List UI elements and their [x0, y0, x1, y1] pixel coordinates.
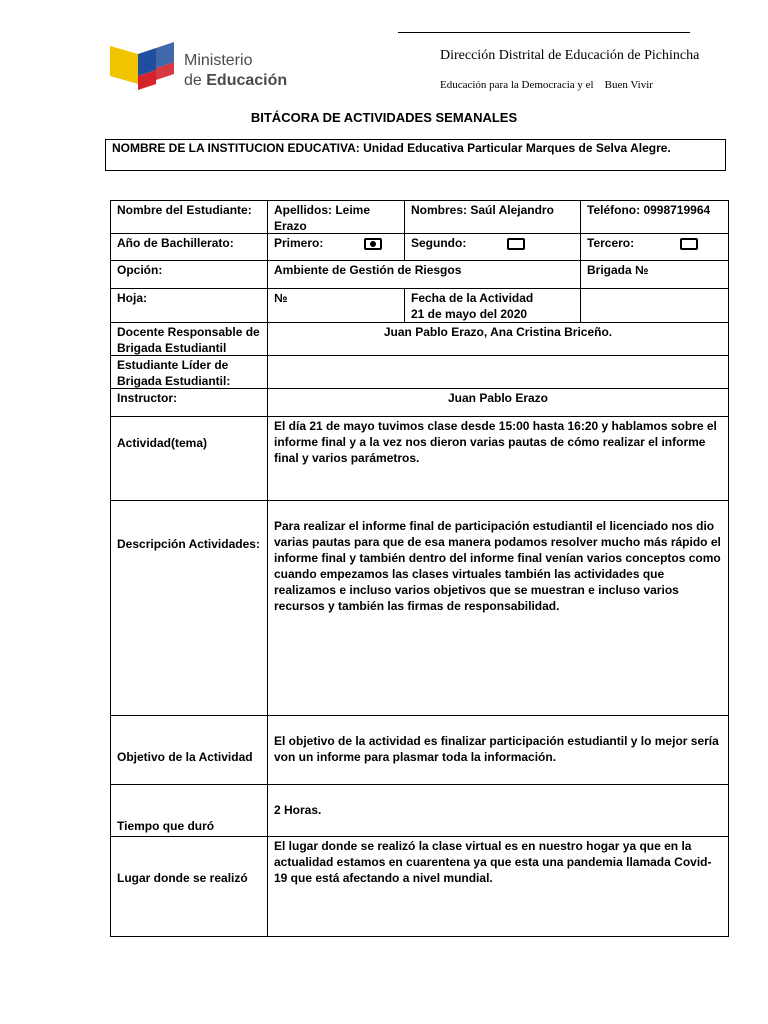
brigada-cell: Brigada № — [580, 260, 729, 289]
segundo-checkbox[interactable] — [507, 238, 525, 250]
actividad-value: El día 21 de mayo tuvimos clase desde 15:00 hasta 16:20 y hablamos sobre el informe final y a la vez nos dieron varias pautas de cómo realizar el informe final y varios parámetros. — [267, 416, 729, 501]
direccion-title: Dirección Distrital de Educación de Pichincha — [440, 48, 700, 63]
telefono-cell: Teléfono: 0998719964 — [580, 200, 729, 234]
tercero-cell — [580, 233, 729, 261]
lema-text: Educación para la Democracia y el Buen Vivir — [440, 79, 653, 91]
nombres-cell: Nombres: Saúl Alejandro — [404, 200, 581, 234]
descripcion-label: Descripción Actividades: — [110, 500, 268, 716]
institucion-box: NOMBRE DE LA INSTITUCION EDUCATIVA: Unidad Educativa Particular Marques de Selva Alegre. — [105, 139, 726, 171]
lugar-label: Lugar donde se realizó — [110, 836, 268, 937]
instructor-label: Instructor: — [110, 388, 268, 417]
hoja-value: № — [267, 288, 405, 323]
tercero-checkbox[interactable] — [680, 238, 698, 250]
lider-label: Estudiante Líder de Brigada Estudiantil: — [110, 355, 268, 389]
lugar-value: El lugar donde se realizó la clase virtual es en nuestro hogar ya que en la actualidad estamos en cuarentena ya que esta una pandemia llamada Covid-19 que está afectando a nivel mundial. — [267, 836, 729, 937]
logo-line-1: Ministerio — [184, 52, 253, 69]
apellidos-cell: Apellidos: Leime Erazo — [267, 200, 405, 234]
empty-cell — [580, 288, 729, 323]
descripcion-value: Para realizar el informe final de participación estudiantil el licenciado nos dio varias pautas para que de esa manera podamos resolver mucho más rápido el informe final y también dentro del informe final venían varios conceptos como cuando empezamos las clases virtuales también las actividades que realizamos e incluso varios objetivos que se muestran e incluso varios recursos y también las firmas de responsabilidad. — [267, 500, 729, 716]
primero-cell — [267, 233, 405, 261]
tiempo-value: 2 Horas. — [267, 784, 729, 837]
tiempo-label: Tiempo que duró — [110, 784, 268, 837]
primero-label: Primero: — [274, 236, 324, 250]
docente-label: Docente Responsable de Brigada Estudiantil — [110, 322, 268, 356]
tercero-label: Tercero: — [587, 236, 635, 250]
actividad-label: Actividad(tema) — [110, 416, 268, 501]
objetivo-value: El objetivo de la actividad es finalizar participación estudiantil y lo mejor sería von un informe para plasmar toda la información. — [267, 715, 729, 785]
primero-checkbox[interactable] — [364, 238, 382, 250]
top-rule — [398, 32, 690, 33]
objetivo-label: Objetivo de la Actividad — [110, 715, 268, 785]
segundo-label: Segundo: — [411, 236, 467, 250]
opcion-value: Ambiente de Gestión de Riesgos — [267, 260, 581, 289]
fecha-value: 21 de mayo del 2020 — [411, 307, 528, 321]
opcion-label: Opción: — [110, 260, 268, 289]
instructor-value: Juan Pablo Erazo — [267, 388, 729, 417]
lider-value — [267, 355, 729, 389]
anio-label: Año de Bachillerato: — [110, 233, 268, 261]
fecha-cell — [404, 288, 581, 323]
document-title: BITÁCORA DE ACTIVIDADES SEMANALES — [250, 110, 518, 125]
segundo-cell — [404, 233, 581, 261]
logo-line-2: de Educación — [184, 72, 288, 89]
fecha-label: Fecha de la Actividad — [411, 291, 534, 305]
docente-value: Juan Pablo Erazo, Ana Cristina Briceño. — [267, 322, 729, 356]
hoja-label: Hoja: — [110, 288, 268, 323]
nombre-label: Nombre del Estudiante: — [110, 200, 268, 234]
ministerio-emblem-icon — [108, 40, 182, 92]
